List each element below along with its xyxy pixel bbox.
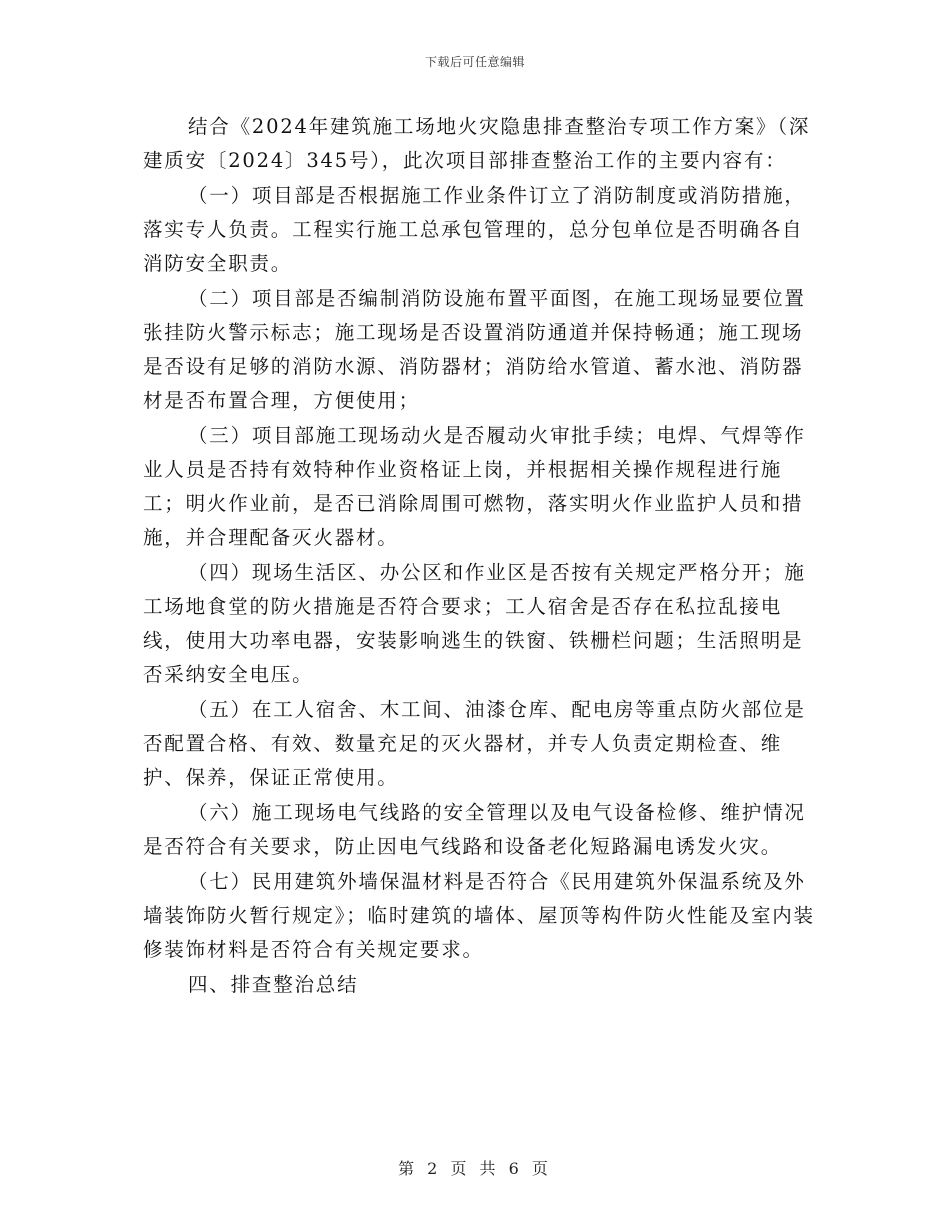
- page-footer: 第 2 页 共 6 页: [398, 1159, 552, 1178]
- item-4-paragraph: （四）现场生活区、办公区和作业区是否按有关规定严格分开；施工场地食堂的防火措施是否符合要求；工人宿舍是否存在私拉乱接电线，使用大功率电器，安装影响逃生的铁窗、铁栅栏问题；生活照明是否采纳安全电压。: [143, 561, 806, 686]
- item-2-paragraph: （二）项目部是否编制消防设施布置平面图，在施工现场显要位置张挂防火警示标志；施工现场是否设置消防通道并保持畅通；施工现场是否设有足够的消防水源、消防器材；消防给水管道、蓄水池、消防器材是否布置合理，方便使用；: [143, 287, 806, 412]
- item-5-paragraph: （五）在工人宿舍、木工间、油漆仓库、配电房等重点防火部位是否配置合格、有效、数量充足的灭火器材，并专人负责定期检查、维护、保养，保证正常使用。: [143, 698, 806, 789]
- page-header: 下载后可任意编辑: [424, 55, 525, 69]
- item-7-paragraph: （七）民用建筑外墙保温材料是否符合《民用建筑外保温系统及外墙装饰防火暂行规定》；临时建筑的墙体、屋顶等构件防火性能及室内装修装饰材料是否符合有关规定要求。: [143, 870, 815, 961]
- item-1-paragraph: （一）项目部是否根据施工作业条件订立了消防制度或消防措施，落实专人负责。工程实行施工总承包管理的，总分包单位是否明确各自消防安全职责。: [143, 184, 806, 275]
- document-body: [143, 110, 823, 1002]
- section-heading: 四、排查整治总结: [188, 973, 359, 996]
- item-3-paragraph: （三）项目部施工现场动火是否履动火审批手续；电焊、气焊等作业人员是否持有效特种作业资格证上岗，并根据相关操作规程进行施工；明火作业前，是否已消除周围可燃物，落实明火作业监护人员和措施，并合理配备灭火器材。: [143, 424, 806, 549]
- item-6-paragraph: （六）施工现场电气线路的安全管理以及电气设备检修、维护情况是否符合有关要求，防止因电气线路和设备老化短路漏电诱发火灾。: [143, 801, 806, 858]
- intro-paragraph: 结合《2024年建筑施工场地火灾隐患排查整治专项工作方案》（深建质安〔2024〕345号），此次项目部排查整治工作的主要内容有：: [143, 115, 811, 172]
